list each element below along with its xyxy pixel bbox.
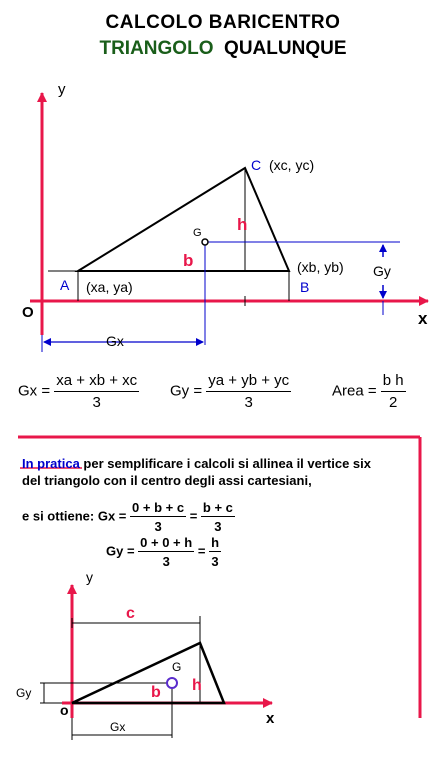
centroid-point-2 xyxy=(167,678,177,688)
formula2-gy xyxy=(106,535,221,569)
triangle-2 xyxy=(72,643,224,703)
formula2-gy-label: Gy = xyxy=(106,543,135,559)
gy-label-1: Gy xyxy=(373,263,391,279)
formula-gy-label: Gy = xyxy=(170,382,203,400)
y-axis-label-1: y xyxy=(58,81,66,98)
formula-gx-den: 3 xyxy=(92,394,101,411)
formula2-eq2: = xyxy=(197,543,206,559)
formula-gy-fraction xyxy=(206,372,291,411)
formula-gx-num: xa + xb + xc xyxy=(54,372,139,392)
formula2-gx-frac2 xyxy=(201,500,235,534)
base-label-2: b xyxy=(151,684,161,701)
centroid-point-1 xyxy=(202,239,208,245)
formula2-gx-num1: 0 + b + c xyxy=(132,500,185,515)
gx-label-1: Gx xyxy=(106,333,124,349)
coord-a-label: (xa, ya) xyxy=(86,279,133,295)
vertex-b-label: B xyxy=(300,279,310,295)
formula2-gy-frac1 xyxy=(138,535,194,569)
origin-label-2: o xyxy=(60,702,69,718)
formula-gx xyxy=(18,372,139,411)
note-line2: del triangolo con il centro degli assi cartesiani, xyxy=(22,473,312,488)
centroid-label-1: G xyxy=(193,227,202,239)
gy-label-2: Gy xyxy=(16,686,32,700)
formula-area xyxy=(332,372,406,411)
x-axis-label-1: x xyxy=(418,309,428,328)
c-label-2: c xyxy=(126,605,135,622)
formula2-gy-den2: 3 xyxy=(211,554,219,569)
formula-gy-den: 3 xyxy=(244,394,253,411)
note-highlight: In pratica xyxy=(22,456,80,471)
note-line1: per semplificare i calcoli si allinea il vertice six xyxy=(79,456,372,471)
subtitle-green: TRIANGOLO xyxy=(99,38,214,59)
formula2-gy-frac2 xyxy=(209,535,221,569)
formula2-eq1: = xyxy=(189,508,198,524)
note-text xyxy=(22,455,371,489)
formula-area-label: Area = xyxy=(332,382,377,400)
formula2-gy-num1: 0 + 0 + h xyxy=(140,535,193,550)
page-title: CALCOLO BARICENTRO xyxy=(105,12,341,33)
coord-b-label: (xb, yb) xyxy=(297,259,344,275)
formula2-gy-den1: 3 xyxy=(162,554,170,569)
height-label-1: h xyxy=(237,215,248,234)
formula-gy xyxy=(170,372,291,411)
formula-gx-label: Gx = xyxy=(18,382,51,400)
formula2-intro: e si ottiene: Gx = xyxy=(22,508,127,524)
height-label-2: h xyxy=(192,677,202,694)
vertex-c-label: C xyxy=(251,157,262,173)
formula2-gy-num2: h xyxy=(211,535,220,550)
formula2-gx-num2: b + c xyxy=(202,500,233,515)
formula-gy-num: ya + yb + yc xyxy=(206,372,291,392)
formula2-gx-frac1 xyxy=(130,500,186,534)
formula-area-den: 2 xyxy=(389,394,398,411)
vertex-a-label: A xyxy=(60,277,70,293)
origin-label-1: O xyxy=(22,304,34,321)
formula-gx-fraction xyxy=(54,372,139,411)
subtitle-black: QUALUNQUE xyxy=(224,38,347,59)
formula2-gx xyxy=(22,500,235,534)
x-axis-label-2: x xyxy=(266,710,275,727)
formula-area-fraction xyxy=(381,372,406,411)
coord-c-label: (xc, yc) xyxy=(269,157,315,173)
formula2-gx-den2: 3 xyxy=(214,519,222,534)
formula-area-num: b h xyxy=(381,372,406,392)
centroid-label-2: G xyxy=(172,660,182,674)
y-axis-label-2: y xyxy=(86,569,93,585)
gx-label-2: Gx xyxy=(110,720,126,734)
formula2-gx-den1: 3 xyxy=(154,519,162,534)
base-label-1: b xyxy=(183,251,194,270)
